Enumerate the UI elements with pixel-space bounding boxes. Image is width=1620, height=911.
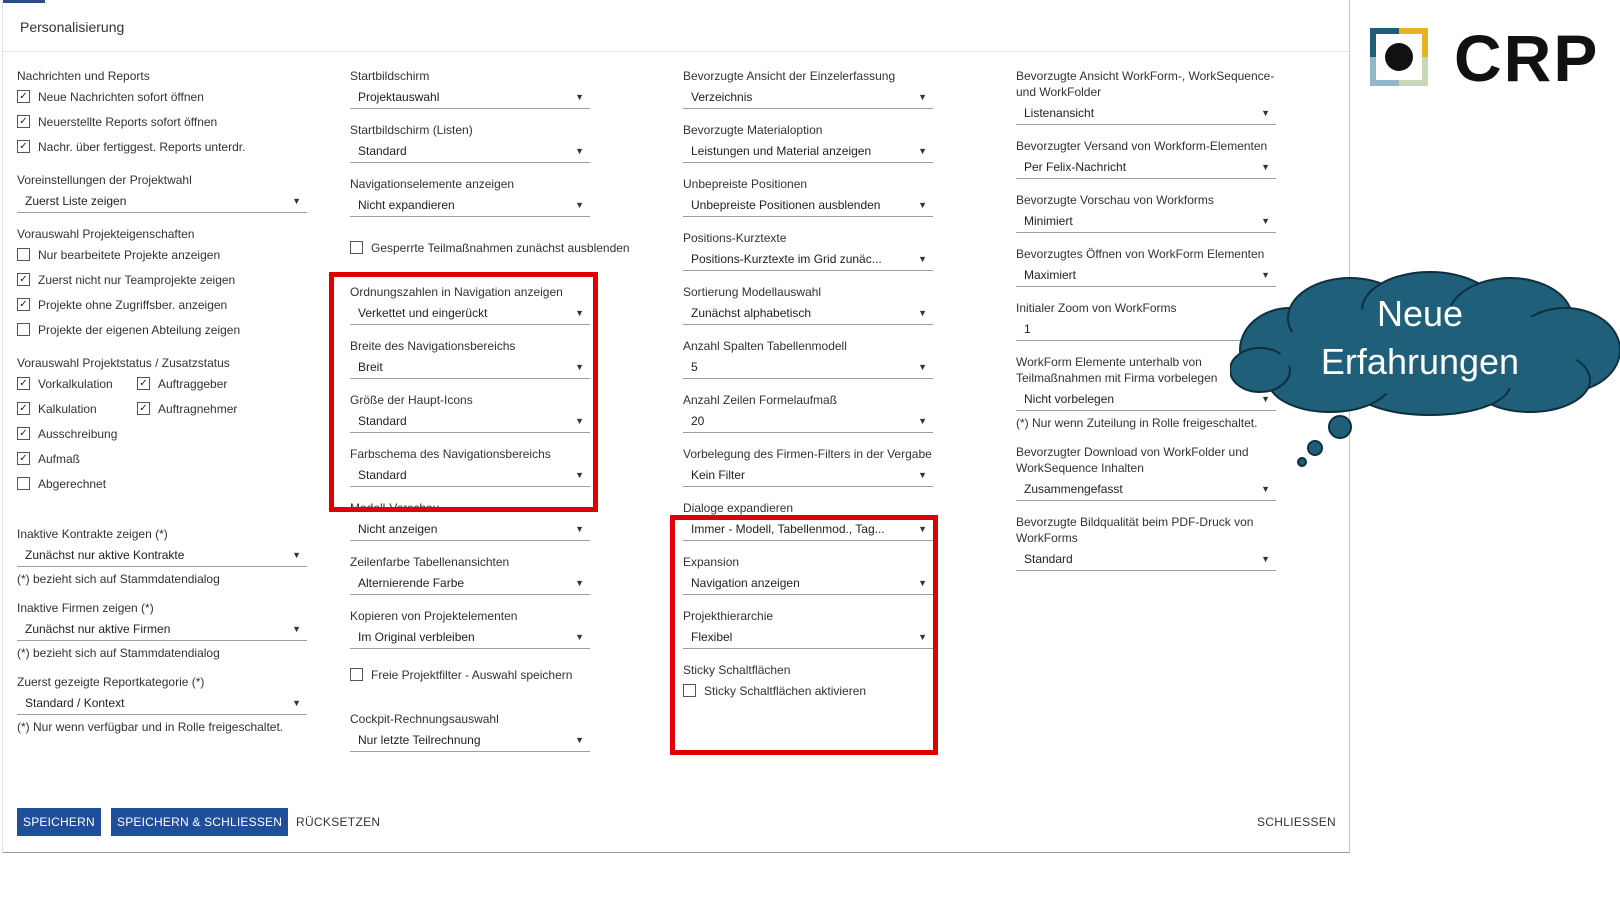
dropdown-arrow-icon: ▼ [292,196,301,206]
reset-button[interactable]: RÜCKSETZEN [296,815,381,829]
dropdown-arrow-icon: ▼ [575,308,584,318]
firm-filter-label: Vorbelegung des Firmen-Filters in der Vergabe [683,447,932,461]
checkbox-checked-icon[interactable]: ✓ [17,452,30,465]
copy-elements-label: Kopieren von Projektelementen [350,609,518,623]
highlight-box-navigation [329,272,598,512]
checkbox-checked-icon[interactable]: ✓ [17,273,30,286]
start-screen-list-label: Startbildschirm (Listen) [350,123,473,137]
checkbox-checked-icon[interactable]: ✓ [137,377,150,390]
project-hierarchy-label: Projekthierarchie [683,609,774,623]
dropdown-arrow-icon: ▼ [1261,108,1270,118]
start-screen-label: Startbildschirm [350,69,430,83]
workform-preview-label: Bevorzugte Vorschau von Workforms [1016,193,1214,207]
save-button[interactable]: SPEICHERN [17,808,101,836]
dropdown-arrow-icon: ▼ [918,524,927,534]
row-color-select[interactable]: Alternierende Farbe ▼ [350,573,590,595]
dropdown-arrow-icon: ▼ [575,146,584,156]
checkbox-aufmass[interactable]: ✓ Aufmaß [17,446,307,471]
project-selection-label: Voreinstellungen der Projektwahl [17,173,192,187]
highlight-box-dialogs [670,515,938,755]
dropdown-arrow-icon: ▼ [292,624,301,634]
dropdown-arrow-icon: ▼ [575,470,584,480]
inactive-firms-select[interactable]: Zunächst nur aktive Firmen ▼ [17,619,307,641]
workform-zoom-select[interactable]: 1 [1016,319,1276,341]
model-sort-select[interactable]: Zunächst alphabetisch ▼ [683,303,933,325]
dialog-title: Personalisierung [20,19,125,35]
dropdown-arrow-icon: ▼ [292,698,301,708]
crp-logo-icon [1370,28,1430,86]
inactive-contracts-select[interactable]: Zunächst nur aktive Kontrakte ▼ [17,545,307,567]
checkbox-unchecked-icon[interactable] [17,323,30,336]
checkbox-no-access-projects[interactable]: ✓ Projekte ohne Zugriffsber. anzeigen [17,292,307,317]
checkbox-edited-projects[interactable]: Nur bearbeitete Projekte anzeigen [17,242,307,267]
workfolder-download-label: Bevorzugter Download von WorkFolder und WorkSequence Inhalten [1016,445,1249,475]
nav-elements-select[interactable]: Nicht expandieren ▼ [350,195,590,217]
checkbox-save-filter[interactable]: Freie Projektfilter - Auswahl speichern [350,662,590,687]
checkbox-ausschreibung[interactable]: ✓ Ausschreibung [17,421,307,446]
short-texts-label: Positions-Kurztexte [683,231,787,245]
checkbox-team-projects[interactable]: ✓ Zuerst nicht nur Teamprojekte zeigen [17,267,307,292]
section-project-props-label: Vorauswahl Projekteigenschaften [17,227,195,241]
checkbox-open-reports[interactable]: ✓ Neuerstellte Reports sofort öffnen [17,109,307,134]
icon-size-select[interactable]: Standard ▼ [350,411,590,433]
table-columns-select[interactable]: 5 ▼ [683,357,933,379]
dropdown-arrow-icon: ▼ [1261,270,1270,280]
crp-logo [1370,21,1600,95]
close-button[interactable]: SCHLIESSEN [1257,815,1337,829]
cloud-line-1: Neue [1376,293,1464,334]
material-option-select[interactable]: Leistungen und Material anzeigen ▼ [683,141,933,163]
checkbox-checked-icon[interactable]: ✓ [17,90,30,103]
title-divider [3,51,1349,52]
nav-elements-label: Navigationselemente anzeigen [350,177,515,191]
dropdown-arrow-icon: ▼ [575,362,584,372]
workform-preview-select[interactable]: Minimiert ▼ [1016,211,1276,233]
inactive-contracts-label: Inaktive Kontrakte zeigen (*) [17,527,168,541]
start-screen-select[interactable]: Projektauswahl ▼ [350,87,590,109]
dropdown-arrow-icon: ▼ [575,578,584,588]
workform-open-select[interactable]: Maximiert ▼ [1016,265,1276,287]
checkbox-checked-icon[interactable]: ✓ [17,115,30,128]
firms-note: (*) bezieht sich auf Stammdatendialog [17,646,220,660]
project-selection-select[interactable]: Zuerst Liste zeigen ▼ [17,191,307,213]
table-columns-label: Anzahl Spalten Tabellenmodell [683,339,847,353]
checkbox-checked-icon[interactable]: ✓ [17,140,30,153]
crp-logo-text: CRP [1454,21,1600,95]
dropdown-arrow-icon: ▼ [1261,216,1270,226]
expansion-select[interactable]: Navigation anzeigen ▼ [683,573,933,595]
dropdown-arrow-icon: ▼ [918,470,927,480]
checkbox-unchecked-icon[interactable] [350,241,363,254]
copy-elements-select[interactable]: Im Original verbleiben ▼ [350,627,590,649]
row-color-label: Zeilenfarbe Tabellenansichten [350,555,510,569]
workform-send-label: Bevorzugter Versand von Workform-Elementen [1016,139,1268,153]
checkbox-department-projects[interactable]: Projekte der eigenen Abteilung zeigen [17,317,307,342]
workform-view-label: Bevorzugte Ansicht WorkForm-, WorkSequence- und WorkFolder [1016,69,1275,99]
workform-send-select[interactable]: Per Felix-Nachricht ▼ [1016,157,1276,179]
workform-view-select[interactable]: Listenansicht ▼ [1016,103,1276,125]
contracts-note: (*) bezieht sich auf Stammdatendialog [17,572,220,586]
dropdown-arrow-icon: ▼ [575,524,584,534]
model-preview-select[interactable]: Nicht anzeigen ▼ [350,519,590,541]
dropdown-arrow-icon: ▼ [918,362,927,372]
checkbox-vorkalkulation[interactable]: ✓ Vorkalkulation [17,371,137,396]
workform-zoom-label: Initialer Zoom von WorkForms [1016,301,1177,315]
save-and-close-button[interactable]: SPEICHERN & SCHLIESSEN [111,808,288,836]
checkbox-checked-icon[interactable]: ✓ [17,377,30,390]
ordinal-numbers-select[interactable]: Verkettet und eingerückt ▼ [350,303,590,325]
top-accent [3,0,45,3]
entry-view-select[interactable]: Verzeichnis ▼ [683,87,933,109]
dropdown-arrow-icon: ▼ [1261,554,1270,564]
checkbox-checked-icon[interactable]: ✓ [17,298,30,311]
icon-size-label: Größe der Haupt-Icons [350,393,473,407]
workform-open-label: Bevorzugtes Öffnen von WorkForm Elementen [1016,247,1265,261]
dropdown-arrow-icon: ▼ [1261,484,1270,494]
cockpit-invoice-label: Cockpit-Rechnungsauswahl [350,712,499,726]
start-screen-list-select[interactable]: Standard ▼ [350,141,590,163]
color-scheme-label: Farbschema des Navigationsbereichs [350,447,551,461]
dropdown-arrow-icon: ▼ [1261,394,1270,404]
checkbox-kalkulation[interactable]: ✓ Kalkulation [17,396,137,421]
unpriced-positions-label: Unbepreiste Positionen [683,177,808,191]
dropdown-arrow-icon: ▼ [575,735,584,745]
dropdown-arrow-icon: ▼ [575,200,584,210]
report-category-select[interactable]: Standard / Kontext ▼ [17,693,307,715]
dropdown-arrow-icon: ▼ [918,416,927,426]
formula-rows-select[interactable]: 20 ▼ [683,411,933,433]
dropdown-arrow-icon: ▼ [575,92,584,102]
expand-dialogs-label: Dialoge expandieren [683,501,794,515]
nav-width-select[interactable]: Breit ▼ [350,357,590,379]
report-category-label: Zuerst gezeigte Reportkategorie (*) [17,675,205,689]
checkbox-unchecked-icon[interactable] [17,248,30,261]
section-messages-label: Nachrichten und Reports [17,69,150,83]
expansion-label: Expansion [683,555,740,569]
checkbox-open-messages[interactable]: ✓ Neue Nachrichten sofort öffnen [17,84,307,109]
checkbox-unchecked-icon[interactable] [350,668,363,681]
dropdown-arrow-icon: ▼ [918,632,927,642]
thought-cloud-text [1260,290,1580,386]
checkbox-checked-icon[interactable]: ✓ [17,427,30,440]
material-option-label: Bevorzugte Materialoption [683,123,823,137]
dropdown-arrow-icon: ▼ [1261,162,1270,172]
cockpit-invoice-select[interactable]: Nur letzte Teilrechnung ▼ [350,730,590,752]
dropdown-arrow-icon: ▼ [918,308,927,318]
prefill-note: (*) Nur wenn Zuteilung in Rolle freigeschaltet. [1016,416,1258,430]
checkbox-sticky-buttons[interactable]: Sticky Schaltflächen aktivieren [683,678,933,703]
dropdown-arrow-icon: ▼ [918,200,927,210]
workform-prefill-label: WorkForm Elemente unterhalb von Teilmaßnahmen mit Firma vorbelegen [1016,355,1218,385]
cloud-line-2: Erfahrungen [1320,341,1520,382]
unpriced-positions-select[interactable]: Unbepreiste Positionen ausblenden ▼ [683,195,933,217]
color-scheme-select[interactable]: Standard ▼ [350,465,590,487]
ordinal-numbers-label: Ordnungszahlen in Navigation anzeigen [350,285,563,299]
workfolder-download-select[interactable]: Zusammengefasst ▼ [1016,479,1276,501]
model-preview-label: Modell-Vorschau [350,501,440,515]
dropdown-arrow-icon: ▼ [918,92,927,102]
formula-rows-label: Anzahl Zeilen Formelaufmaß [683,393,838,407]
inactive-firms-label: Inaktive Firmen zeigen (*) [17,601,154,615]
column-1 [17,68,307,748]
nav-width-label: Breite des Navigationsbereichs [350,339,516,353]
checkbox-abgerechnet[interactable]: Abgerechnet [17,471,307,496]
dropdown-arrow-icon: ▼ [918,146,927,156]
dropdown-arrow-icon: ▼ [918,254,927,264]
sticky-buttons-label: Sticky Schaltflächen [683,663,791,677]
checkbox-checked-icon[interactable]: ✓ [17,402,30,415]
workform-prefill-select[interactable]: Nicht vorbelegen ▼ [1016,389,1276,411]
dropdown-arrow-icon: ▼ [575,416,584,426]
pdf-quality-label: Bevorzugte Bildqualität beim PDF-Druck von WorkForms [1016,515,1254,545]
checkbox-unchecked-icon[interactable] [17,477,30,490]
firm-filter-select[interactable]: Kein Filter ▼ [683,465,933,487]
checkbox-auftraggeber[interactable]: ✓ Auftraggeber [137,371,227,396]
checkbox-hide-locked[interactable]: Gesperrte Teilmaßnahmen zunächst ausblenden [350,235,590,260]
short-texts-select[interactable]: Positions-Kurztexte im Grid zunäc... ▼ [683,249,933,271]
report-note: (*) Nur wenn verfügbar und in Rolle freigeschaltet. [17,720,284,734]
model-sort-label: Sortierung Modellauswahl [683,285,822,299]
entry-view-label: Bevorzugte Ansicht der Einzelerfassung [683,69,896,83]
dropdown-arrow-icon: ▼ [918,578,927,588]
dropdown-arrow-icon: ▼ [292,550,301,560]
checkbox-auftragnehmer[interactable]: ✓ Auftragnehmer [137,396,237,421]
expand-dialogs-select[interactable]: Immer - Modell, Tabellenmod., Tag... ▼ [683,519,933,541]
checkbox-suppress-reports[interactable]: ✓ Nachr. über fertiggest. Reports unterdr. [17,134,307,159]
checkbox-checked-icon[interactable]: ✓ [137,402,150,415]
dropdown-arrow-icon: ▼ [575,632,584,642]
project-hierarchy-select[interactable]: Flexibel ▼ [683,627,933,649]
section-status-label: Vorauswahl Projektstatus / Zusatzstatus [17,356,230,370]
pdf-quality-select[interactable]: Standard ▼ [1016,549,1276,571]
